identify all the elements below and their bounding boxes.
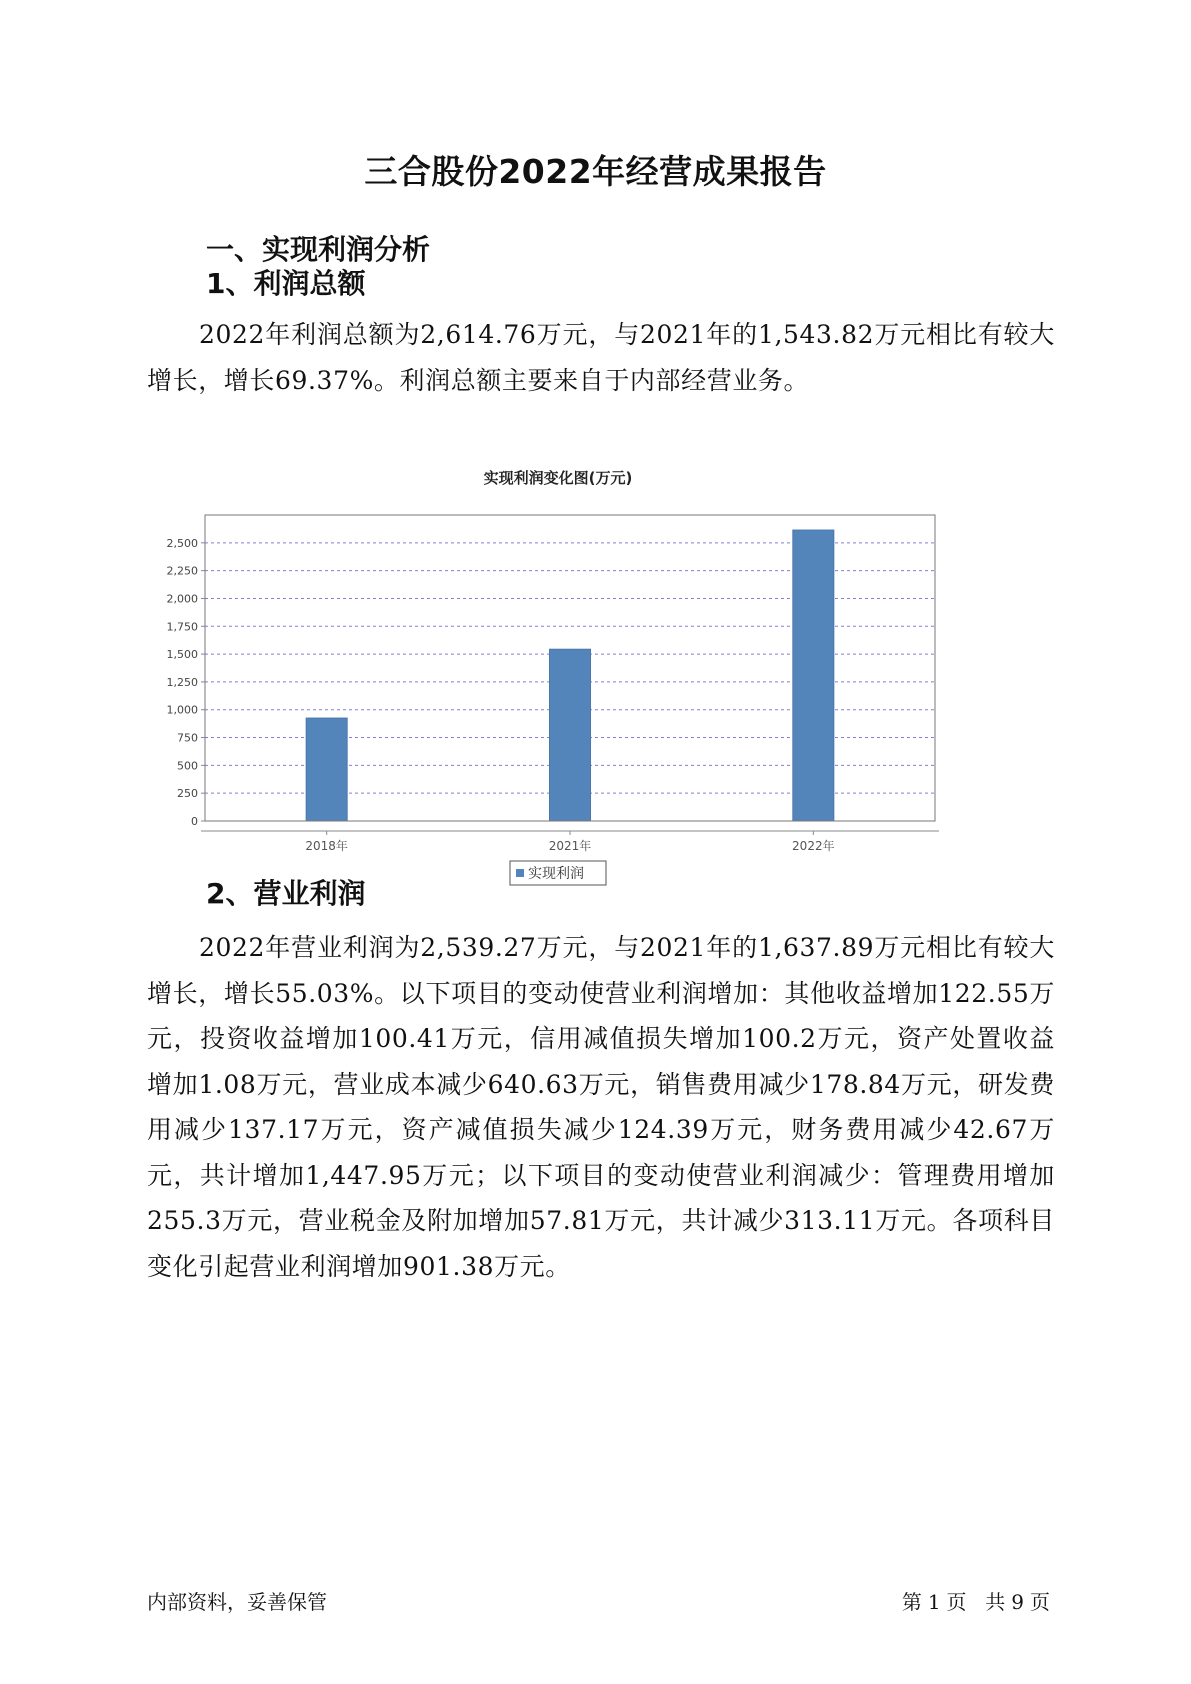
total-prefix: 共 <box>985 1590 1006 1614</box>
subsection-heading-total-profit: 1、利润总额 <box>206 267 366 300</box>
chart-bars <box>306 530 834 821</box>
legend-swatch <box>516 869 524 877</box>
subsection-heading-operating-profit: 2、营业利润 <box>206 877 366 910</box>
page-number: 1 <box>927 1590 941 1614</box>
legend-label: 实现利润 <box>528 866 584 882</box>
profit-bar-chart <box>150 455 1020 915</box>
x-tick-label: 2021年 <box>548 839 592 853</box>
y-tick-label: 750 <box>177 731 198 745</box>
page-indicator <box>899 1586 1053 1615</box>
y-tick-label: 2,500 <box>166 536 198 550</box>
page-prefix: 第 <box>901 1590 922 1614</box>
total-profit-paragraph: 2022年利润总额为2,614.76万元，与2021年的1,543.82万元相比有较大增长，增长69.37%。利润总额主要来自于内部经营业务。 <box>147 320 1055 395</box>
section-heading-profit-analysis: 一、实现利润分析 <box>206 233 431 266</box>
chart-x-axis <box>201 831 939 853</box>
page-unit: 页 <box>946 1590 967 1614</box>
chart-canvas <box>150 455 1020 915</box>
operating-profit-paragraph: 2022年营业利润为2,539.27万元，与2021年的1,637.89万元相比有较大增长，增长55.03%。以下项目的变动使营业利润增加：其他收益增加122.55万元，投资收益增加100.41万元，信用减值损失增加100.2万元，资产处置收益增加1.08万元，营业成本减少640.63万元，销售费用减少178.84万元，研发费用减少137.17万元，资产减值损失减少124.39万元，财务费用减少42.67万元，共计增加1,447.95万元；以下项目的变动使营业利润减少：管理费用增加255.3万元，营业税金及附加增加57.81万元，共计减少313.11万元。各项科目变化引起营业利润增加901.38万元。 <box>147 933 1055 1281</box>
y-tick-label: 1,000 <box>166 703 198 717</box>
y-tick-label: 0 <box>191 815 198 828</box>
bar-3 <box>793 530 834 821</box>
x-tick-label: 2022年 <box>792 839 835 853</box>
chart-legend <box>510 861 606 885</box>
confidential-note: 内部资料，妥善保管 <box>147 1590 327 1614</box>
y-tick-label: 2,000 <box>166 592 198 606</box>
chart-y-axis <box>167 537 206 828</box>
bar-2 <box>550 649 591 821</box>
chart-title: 实现利润变化图(万元) <box>483 469 633 487</box>
total-unit: 页 <box>1030 1590 1050 1614</box>
y-tick-label: 2,250 <box>166 564 198 578</box>
y-tick-label: 500 <box>177 759 198 773</box>
y-tick-label: 1,500 <box>166 648 198 662</box>
y-tick-label: 1,250 <box>166 675 198 689</box>
total-pages: 9 <box>1011 1590 1024 1614</box>
x-tick-label: 2018年 <box>305 839 348 853</box>
y-tick-label: 1,750 <box>166 620 198 634</box>
bar-1 <box>306 718 347 821</box>
document-title: 三合股份2022年经营成果报告 <box>364 152 827 191</box>
y-tick-label: 250 <box>177 787 198 801</box>
